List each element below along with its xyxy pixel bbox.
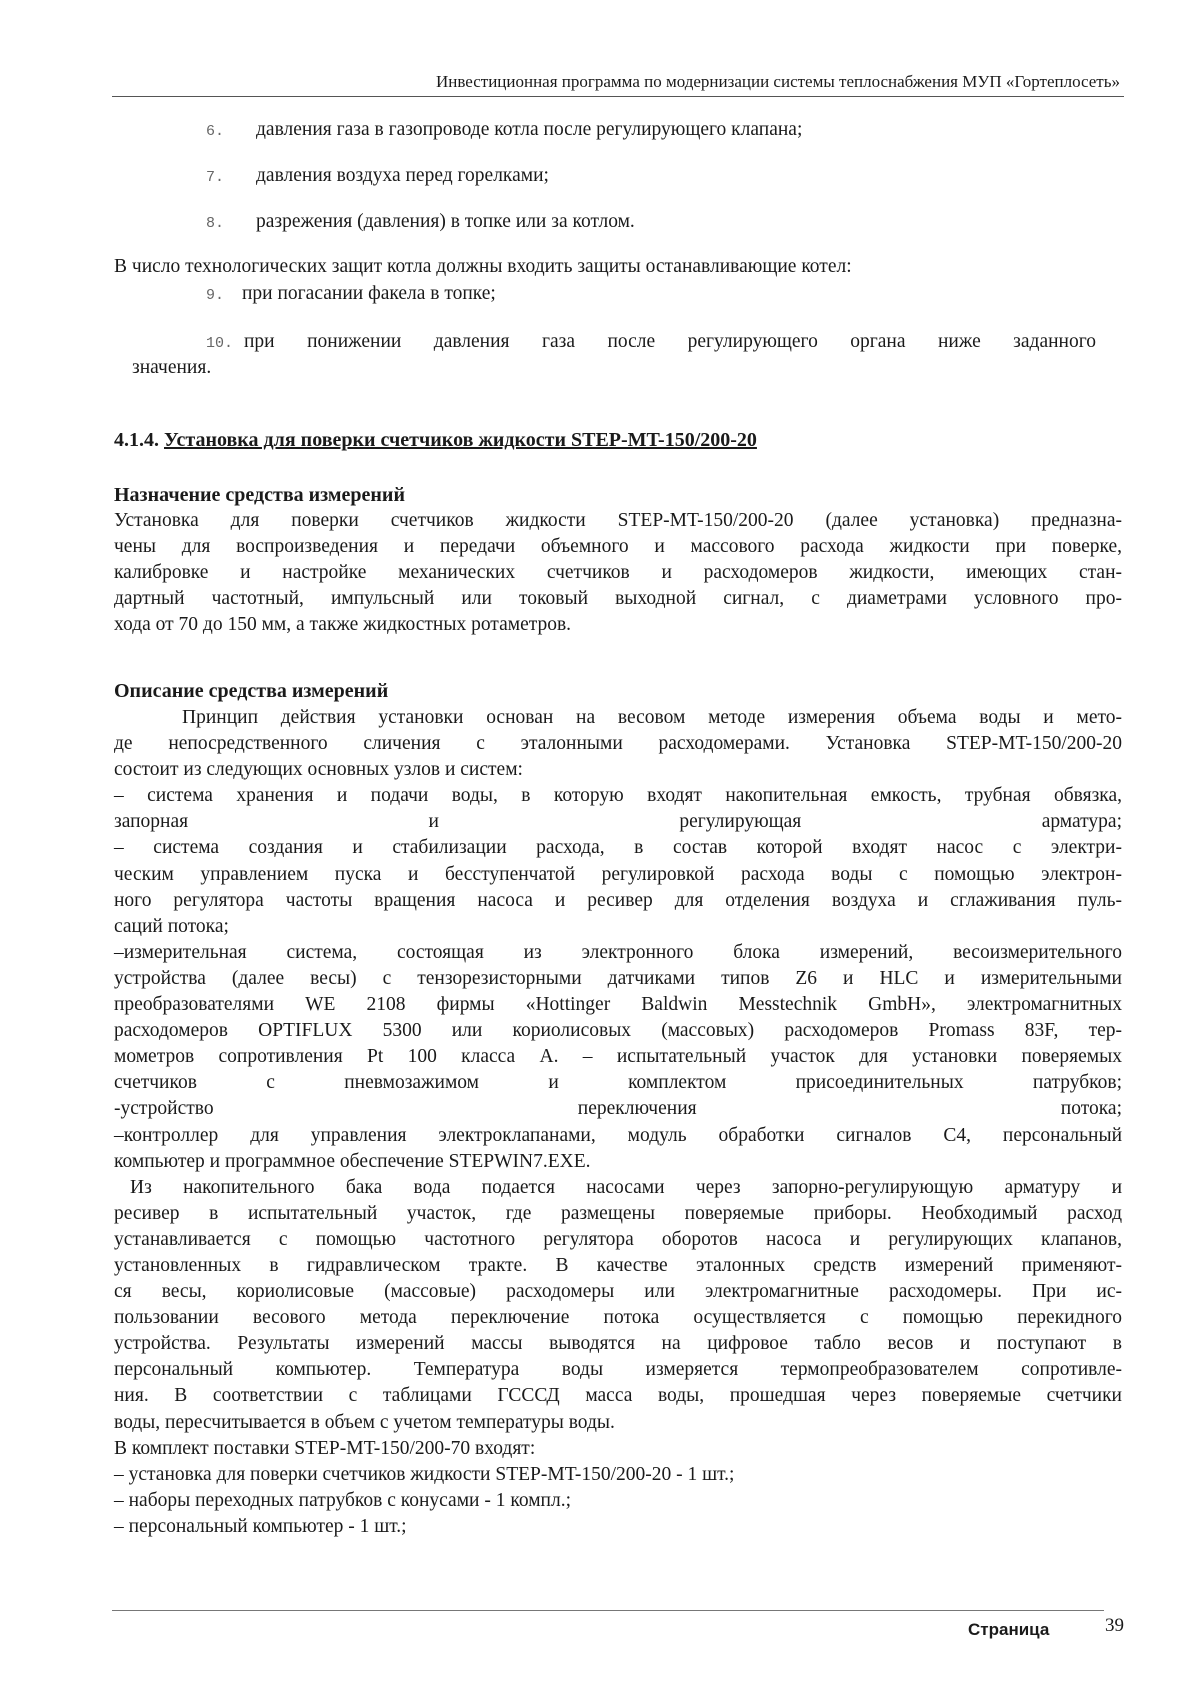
list-item-8 (206, 210, 635, 236)
header-divider (112, 96, 1124, 97)
section-number: 4.1.4. (114, 429, 159, 451)
paragraph-line: ния. В соответствии с таблицами ГСССД масса воды, прошедшая через поверяемые счетчики (114, 1385, 1122, 1407)
list-text: при понижении давления газа после регулирующего органа ниже заданного (244, 331, 1096, 352)
running-header: Инвестиционная программа по модернизации системы теплоснабжения МУП «Гортеплосеть» (435, 72, 1120, 91)
footer-divider (112, 1610, 1104, 1611)
paragraph-line: дартный частотный, импульсный или токовый выходной сигнал, с диаметрами условного про- (114, 588, 1122, 610)
paragraph-line: мометров сопротивления Pt 100 класса А. – испытательный участок для установки поверяемых (114, 1046, 1122, 1068)
paragraph-line: саций потока; (114, 915, 229, 937)
list-number: 9. (206, 287, 225, 304)
list-item-10-continuation: значения. (132, 357, 212, 378)
paragraph-line: преобразователями WE 2108 фирмы «Hottinger Baldwin Messtechnik GmbH», электромагнитных (114, 994, 1122, 1016)
paragraph-line: устанавливается с помощью частотного регулятора оборотов насоса и регулирующих клапанов, (114, 1228, 1122, 1250)
paragraph-line: ся весы, кориолисовые (массовые) расходомеры или электромагнитные расходомеры. При ис- (114, 1281, 1122, 1303)
list-number: 8. (206, 215, 225, 232)
paragraph-line: калибровке и настройке механических счетчиков и расходомеров жидкости, имеющих стан- (114, 562, 1122, 584)
paragraph-line: воды, пересчитывается в объем с учетом температуры воды. (114, 1411, 615, 1433)
list-number: 6. (206, 123, 225, 140)
paragraph-line: персональный компьютер. Температура воды измеряется термопреобразователем сопротивле- (114, 1359, 1122, 1381)
paragraph-line: В комплект поставки STEP-MT-150/200-70 входят: (114, 1437, 536, 1459)
description-heading: Описание средства измерений (114, 680, 389, 702)
paragraph-line: установленных в гидравлическом тракте. В качестве эталонных средств измерений применяют- (114, 1254, 1122, 1276)
paragraph-line: – система хранения и подачи воды, в которую входят накопительная емкость, трубная обвязка, (114, 785, 1122, 807)
paragraph-line: устройства. Результаты измерений массы выводятся на цифровое табло весов и поступают в (114, 1333, 1122, 1355)
paragraph-line: де непосредственного сличения с эталонными расходомерами. Установка STEP-MT-150/200-20 (114, 733, 1122, 755)
section-title (114, 429, 757, 452)
purpose-heading: Назначение средства измерений (114, 484, 405, 506)
list-text: давления газа в газопроводе котла после регулирующего клапана; (256, 119, 803, 140)
description-body (114, 705, 1122, 1540)
paragraph-line: запорная и регулирующая арматура; (114, 811, 1122, 833)
paragraph-line: ческим управлением пуска и бесступенчатой регулировкой расхода воды с помощью электрон- (114, 863, 1122, 885)
paragraph-line: чены для воспроизведения и передачи объемного и массового расхода жидкости при поверке, (114, 536, 1122, 558)
paragraph-line: Из накопительного бака вода подается насосами через запорно-регулирующую арматуру и (130, 1176, 1122, 1198)
paragraph-line: –измерительная система, состоящая из электронного блока измерений, весоизмерительного (114, 941, 1122, 963)
section-title-text: Установка для поверки счетчиков жидкости STEP-MT-150/200-20 (164, 429, 757, 451)
list-item-7 (206, 164, 549, 190)
paragraph-line: – персональный компьютер - 1 шт.; (114, 1515, 407, 1537)
paragraph-line: –контроллер для управления электроклапанами, модуль обработки сигналов С4, персональный (114, 1124, 1122, 1146)
list-number: 7. (206, 169, 225, 186)
paragraph-line: – установка для поверки счетчиков жидкости STEP-MT-150/200-20 - 1 шт.; (114, 1463, 735, 1485)
paragraph-line: устройства (далее весы) с тензорезисторными датчиками типов Z6 и HLC и измерительными (114, 967, 1122, 989)
list-number: 10. (206, 335, 234, 352)
paragraph-line: хода от 70 до 150 мм, а также жидкостных ротаметров. (114, 614, 572, 636)
paragraph-line: расходомеров OPTIFLUX 5300 или кориолисовых (массовых) расходомеров Promass 83F, тер- (114, 1020, 1122, 1042)
list-item-10 (206, 330, 1096, 356)
paragraph-line: -устройство переключения потока; (114, 1098, 1122, 1120)
list-text: разрежения (давления) в топке или за котлом. (256, 211, 635, 232)
paragraph-line: состоит из следующих основных узлов и систем: (114, 759, 523, 781)
paragraph-line: – наборы переходных патрубков с конусами - 1 компл.; (114, 1489, 572, 1511)
paragraph-line: ресивер в испытательный участок, где размещены поверяемые приборы. Необходимый расход (114, 1202, 1122, 1224)
paragraph-line: пользовании весового метода переключение потока осуществляется с помощью перекидного (114, 1307, 1122, 1329)
list-item-9 (206, 282, 496, 308)
list-text: при погасании факела в топке; (242, 283, 496, 304)
list-text: давления воздуха перед горелками; (256, 165, 549, 186)
list-item-6 (206, 118, 802, 144)
paragraph-line: – система создания и стабилизации расхода, в состав которой входят насос с электри- (114, 837, 1122, 859)
page-number: 39 (1105, 1615, 1124, 1636)
page-label: Страница (968, 1620, 1050, 1639)
purpose-paragraph (114, 508, 1122, 638)
protections-intro: В число технологических защит котла должны входить защиты останавливающие котел: (114, 256, 852, 277)
paragraph-line: ного регулятора частоты вращения насоса и ресивер для отделения воздуха и сглаживания пуль- (114, 889, 1122, 911)
paragraph-line: счетчиков с пневмозажимом и комплектом присоединительных патрубков; (114, 1072, 1122, 1094)
paragraph-line: Принцип действия установки основан на весовом методе измерения объема воды и мето- (182, 707, 1122, 728)
paragraph-line: Установка для поверки счетчиков жидкости STEP-MT-150/200-20 (далее установка) предназна- (114, 510, 1122, 531)
paragraph-line: компьютер и программное обеспечение STEPWIN7.EXE. (114, 1150, 591, 1172)
